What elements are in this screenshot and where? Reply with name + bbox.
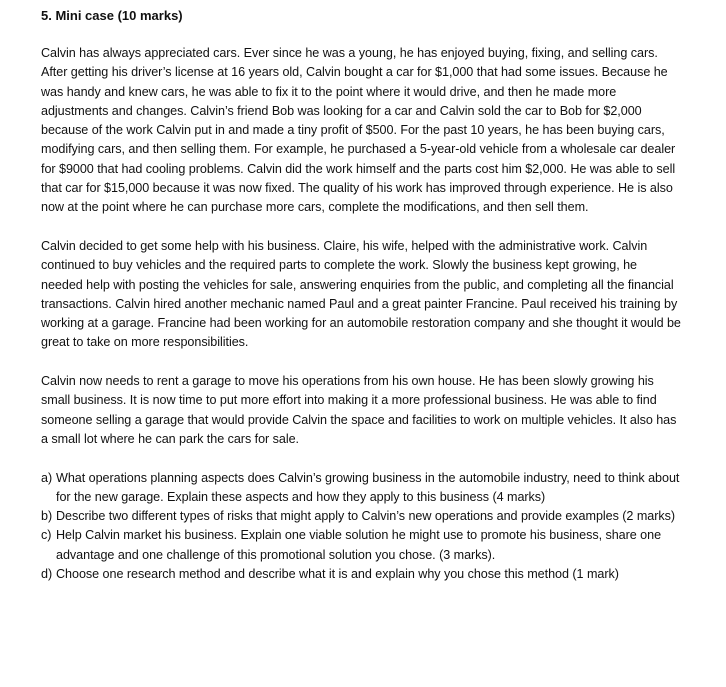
case-paragraph-3: Calvin now needs to rent a garage to move his operations from his own house. He has been slowly growing his small business. It is now time to put more effort into making it a more professional business. He was able to find someone selling a garage that would provide Calvin the space and facilities to work on multiple vehicles. It also has a small lot where he can park the cars for sale. xyxy=(41,374,677,446)
question-d-text: Choose one research method and describe what it is and explain why you chose this method (1 mark) xyxy=(56,567,619,582)
section-heading: 5. Mini case (10 marks) xyxy=(41,8,183,23)
question-a xyxy=(41,469,681,508)
question-b-letter: b) xyxy=(41,509,53,524)
document-page xyxy=(41,6,681,584)
question-c-letter: c) xyxy=(41,528,52,543)
question-d xyxy=(41,565,681,584)
question-d-letter: d) xyxy=(41,567,53,582)
question-b-text: Describe two different types of risks that might apply to Calvin’s new operations and provide examples (2 marks) xyxy=(56,509,676,524)
case-paragraph-1: Calvin has always appreciated cars. Ever since he was a young, he has enjoyed buying, fixing, and selling cars. After getting his driver’s license at 16 years old, Calvin bought a car for $1,000 that had some issues. Because he was handy and knew cars, he was able to fix it to the point where it would drive, and then he made more adjustments and changes. Calvin’s friend Bob was looking for a car and Calvin sold the car to Bob for $2,000 because of the work Calvin put in and made a tiny profit of $500. For the past 10 years, he has been buying cars, modifying cars, and then selling them. For example, he purchased a 5-year-old vehicle from a wholesale car dealer for $9000 that had cooling problems. Calvin did the work himself and the parts cost him $2,000. He was able to sell that car for $15,000 because it was now fixed. The quality of his work has improved through experience. He is also now at the point where he can purchase more cars, complete the modifications, and then sell them. xyxy=(41,46,676,215)
question-b xyxy=(41,507,681,526)
question-a-letter: a) xyxy=(41,470,53,485)
question-c xyxy=(41,526,681,565)
case-paragraph-2: Calvin decided to get some help with his business. Claire, his wife, helped with the administrative work. Calvin continued to buy vehicles and the required parts to complete the work. Slowly the business kept growing, he needed help with posting the vehicles for sale, answering enquiries from the public, and completing all the financial transactions. Calvin hired another mechanic named Paul and a great painter Francine. Paul received his training by working at a garage. Francine had been working for an automobile restoration company and she thought it would be great to take on more responsibilities. xyxy=(41,238,681,350)
question-c-text: Help Calvin market his business. Explain one viable solution he might use to promote his business, share one advantage and one challenge of this promotional solution you chose. (3 marks). xyxy=(56,528,662,562)
question-list xyxy=(41,469,681,585)
question-a-text: What operations planning aspects does Calvin’s growing business in the automobile industry, need to think about for the new garage. Explain these aspects and how they apply to this business (4 marks) xyxy=(56,470,680,504)
